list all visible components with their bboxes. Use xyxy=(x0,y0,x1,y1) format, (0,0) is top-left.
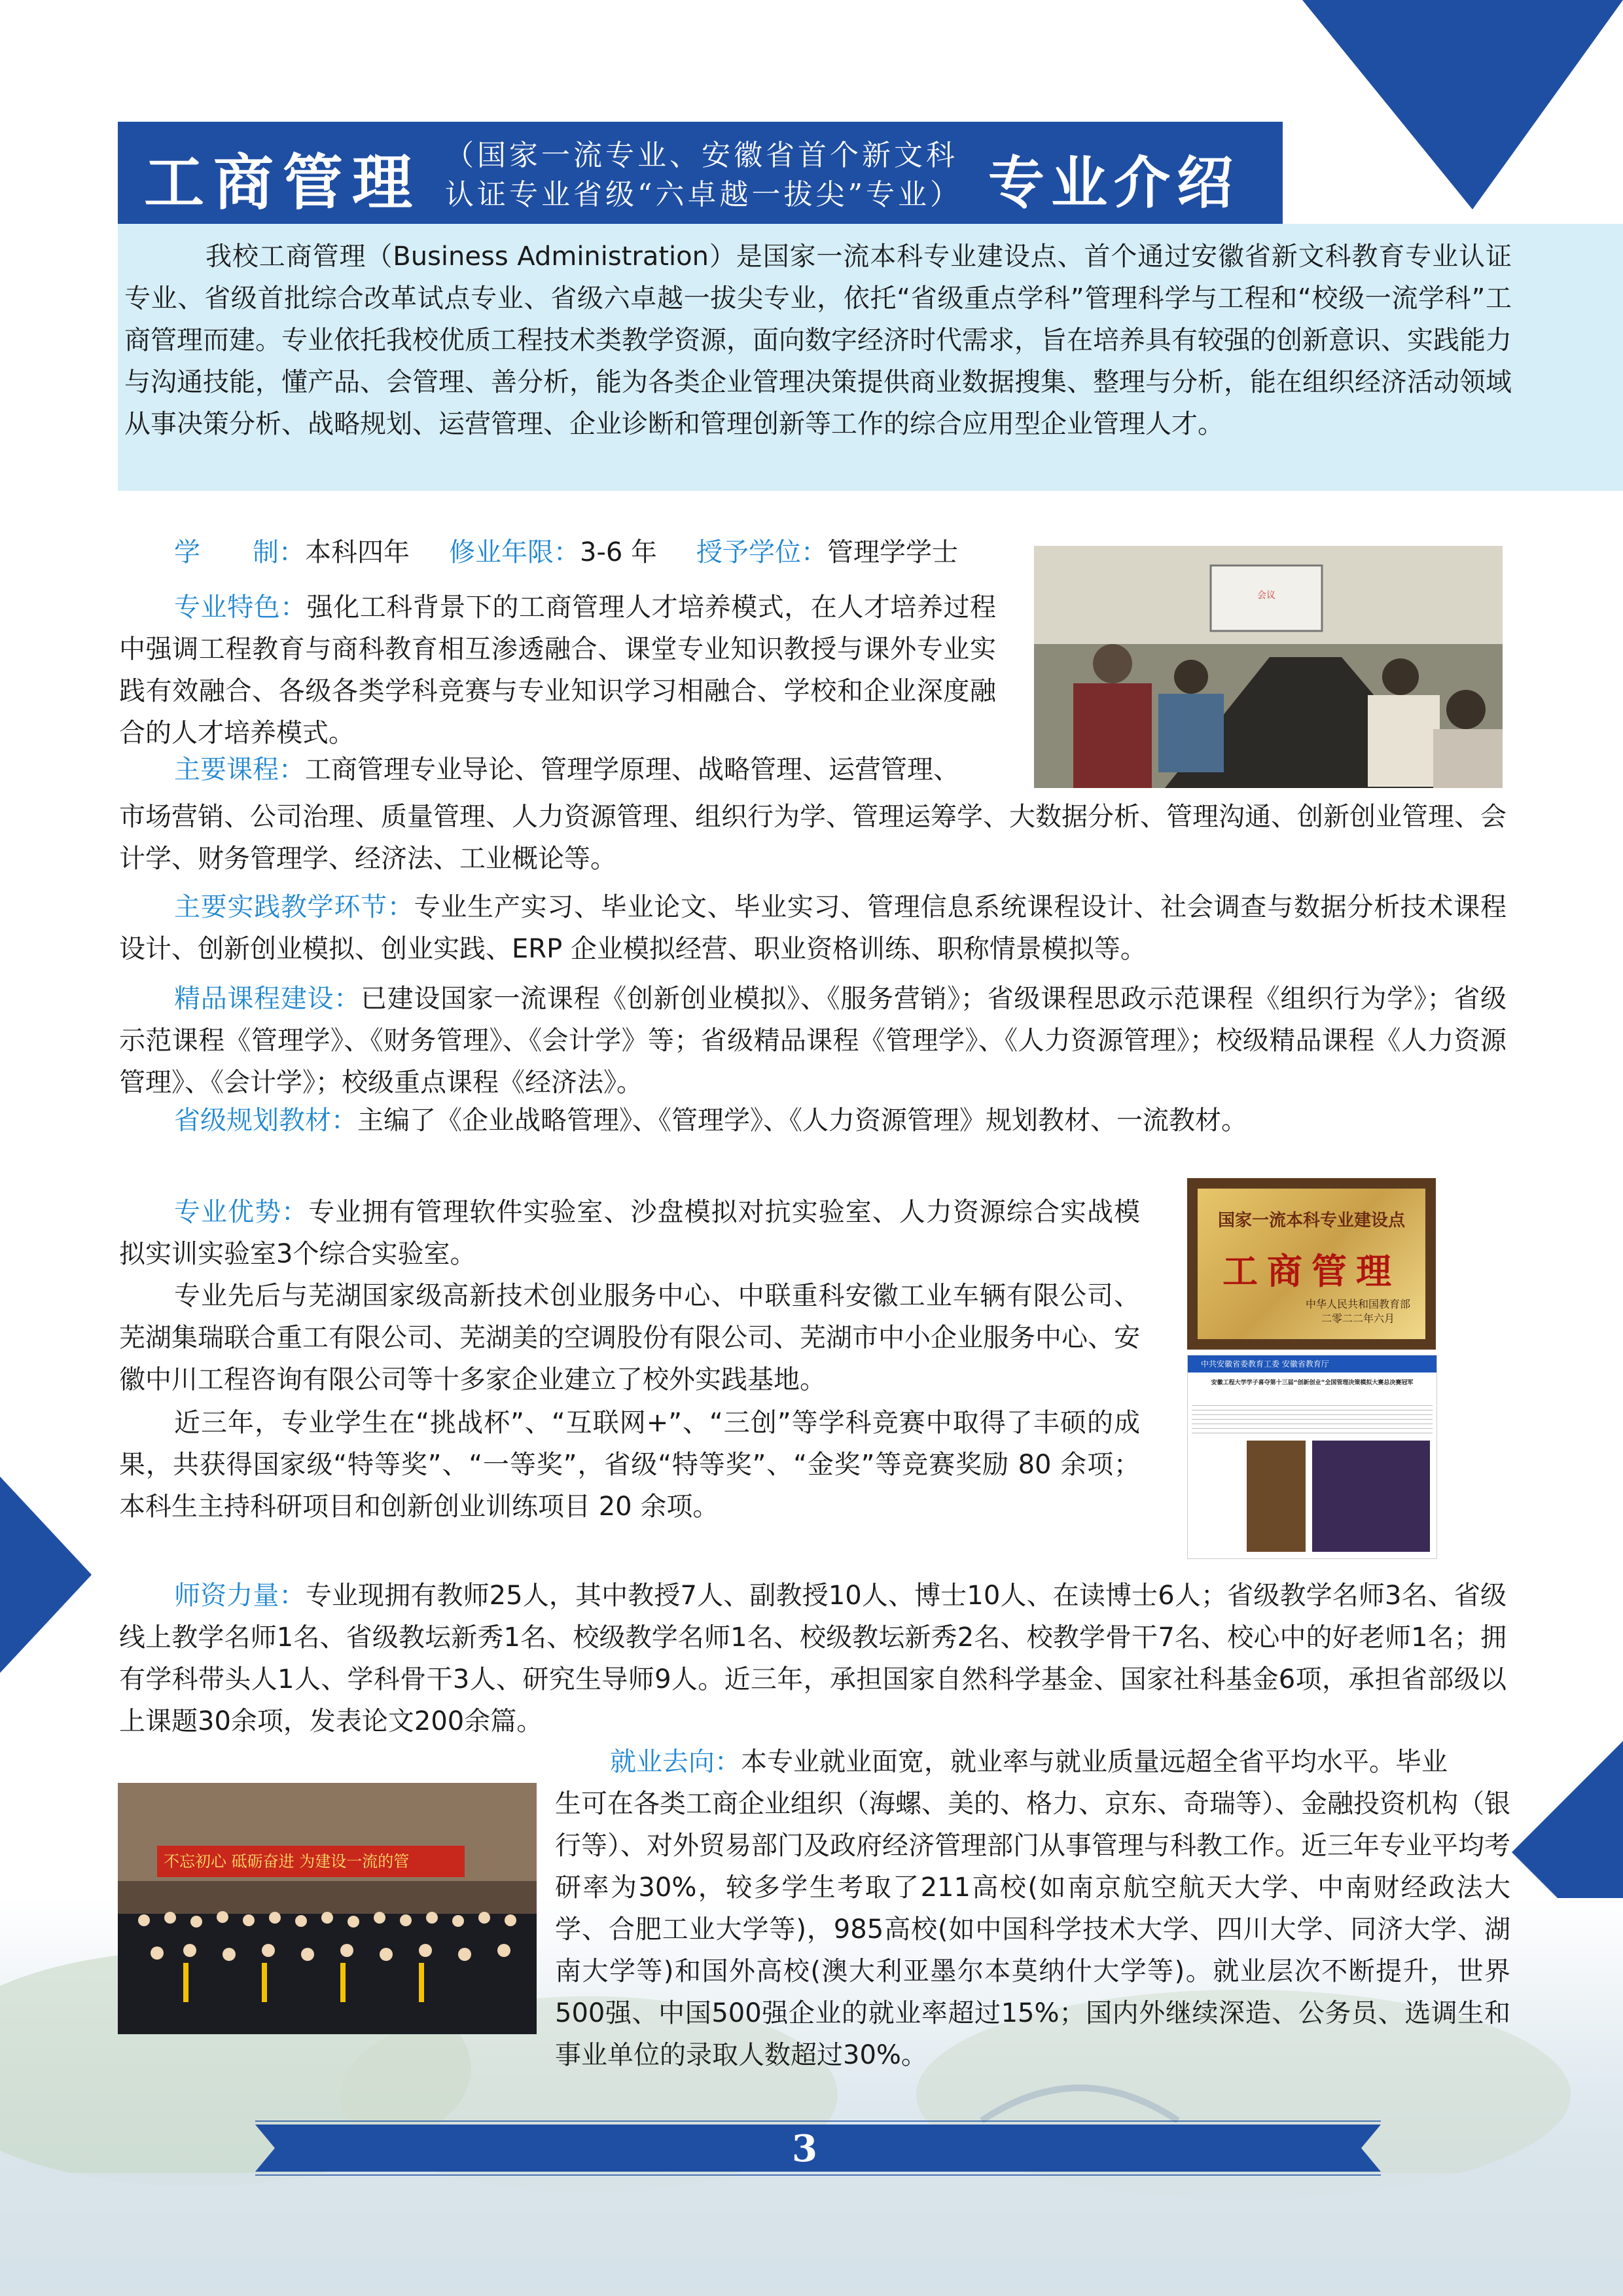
news-headline: 安徽工程大学学子喜夺第十三届“创新创业”全国管理决策模拟大赛总决赛冠军 xyxy=(1211,1380,1414,1386)
news-screenshot-image xyxy=(1187,1355,1437,1559)
corner-triangle-left xyxy=(0,1477,92,1673)
plaque-line1: 国家一流本科专业建设点 xyxy=(1217,1211,1405,1230)
plaque-line2: 工商管理 xyxy=(1222,1250,1400,1292)
practice-paragraph: 主要实践教学环节：专业生产实习、毕业论文、毕业实习、管理信息系统课程设计、社会调查与数据分析技术课程设计、创新创业模拟、创业实践、ERP 企业模拟经营、职业资格训练、职称情景模拟等。 xyxy=(119,892,1507,964)
intro-section xyxy=(118,224,1623,491)
page-number: 3 xyxy=(792,2127,817,2170)
major-subtitle: （国家一流专业、安徽省首个新文科 认证专业省级“六卓越一拔尖”专业） xyxy=(445,139,962,211)
employment-rest: 生可在各类工商企业组织（海螺、美的、格力、京东、奇瑞等）、金融投资机构（银行等）、对外贸易部门及政府经济管理部门从事管理与科教工作。近三年专业平均考研率为30%，较多学生考取了211高校(如南京航空航天大学、中南财经政法大学、合肥工业大学等)，985高校(如中国科学技术大学、四川大学、同济大学、湖南大学等)和国外高校(澳大利亚墨尔本莫纳什大学等)。就业层次不断提升，世界500强、中国500强企业的就业率超过15%；国内外继续深造、公务员、选调生和事业单位的录取人数超过30%。 xyxy=(555,1789,1510,2070)
basics-line: 学 制：本科四年 修业年限：3-6 年 授予学位：管理学学士 xyxy=(174,537,959,567)
svg-text:会议: 会议 xyxy=(1257,590,1275,601)
header-suffix: 专业介绍 xyxy=(988,150,1240,216)
graduation-photo xyxy=(118,1783,537,2034)
advantages-paragraph: 专业优势：专业拥有管理软件实验室、沙盘模拟对抗实验室、人力资源综合实战模拟实训实验室3个综合实验室。 xyxy=(119,1197,1141,1269)
features-paragraph: 专业特色：强化工科背景下的工商管理人才培养模式，在人才培养过程中强调工程教育与商科教育相互渗透融合、课堂专业知识教授与课外专业实践有效融合、各级各类学科竞赛与专业知识学习相融合、学校和企业深度融合的人才培养模式。 xyxy=(119,592,997,748)
corner-triangle-top-right xyxy=(1302,0,1623,209)
major-title: 工商管理 xyxy=(144,147,422,218)
intro-text: 我校工商管理（Business Administration）是国家一流本科专业建设点、首个通过安徽省新文科教育专业认证专业、省级首批综合改革试点专业、省级六卓越一拔尖专业，依托“省级重点学科”管理科学与工程和“校级一流学科”工商管理而建。专业依托我校优质工程技术类教学资源，面向数字经济时代需求，旨在培养具有较强的创新意识、实践能力与沟通技能，懂产品、会管理、善分析，能为各类企业管理决策提供商业数据搜集、整理与分析，能在组织经济活动领域从事决策分析、战略规划、运营管理、企业诊断和管理创新等工作的综合应用型企业管理人才。 xyxy=(124,242,1512,439)
competition-paragraph: 近三年，专业学生在“挑战杯”、“互联网+”、“三创”等学科竞赛中取得了丰硕的成果，共获得国家级“特等奖”、“一等奖”，省级“特等奖”、“金奖”等竞赛奖励 80 余项；本科生主持科研项目和创新创业训练项目 20 余项。 xyxy=(119,1408,1140,1522)
national-plaque-image xyxy=(1187,1178,1436,1350)
plaque-line4: 二零二二年六月 xyxy=(1321,1312,1395,1325)
footer-band xyxy=(255,2121,1381,2176)
textbooks-paragraph: 省级规划教材：主编了《企业战略管理》、《管理学》、《人力资源管理》规划教材、一流教材。 xyxy=(174,1105,1247,1136)
courses-first-line: 主要课程：工商管理专业导论、管理学原理、战略管理、运营管理、 xyxy=(174,755,959,785)
faculty-paragraph: 师资力量：专业现拥有教师25人，其中教授7人、副教授10人、博士10人、在读博士6人；省级教学名师3名、省级线上教学名师1名、省级教坛新秀1名、校级教学名师1名、校级教坛新秀2名、校教学骨干7名、校心中的好老师1名；拥有学科带头人1人、学科骨干3人、研究生导师9人。近三年，承担国家自然科学基金、国家社科基金6项，承担省部级以上课题30余项，发表论文200余篇。 xyxy=(119,1581,1507,1736)
plaque-line3: 中华人民共和国教育部 xyxy=(1305,1298,1410,1310)
news-site-header: 中共安徽省委教育工委 安徽省教育厅 xyxy=(1188,1355,1436,1372)
meeting-photo xyxy=(1034,546,1503,788)
employment-first-line: 就业去向：本专业就业面宽，就业率与就业质量远超全省平均水平。毕业 xyxy=(610,1747,1448,1777)
partners-paragraph: 专业先后与芜湖国家级高新技术创业服务中心、中联重科安徽工业车辆有限公司、芜湖集瑞联合重工有限公司、芜湖美的空调股份有限公司、芜湖市中小企业服务中心、安徽中川工程咨询有限公司等十多家企业建立了校外实践基地。 xyxy=(119,1281,1140,1395)
quality-courses-paragraph: 精品课程建设：已建设国家一流课程《创新创业模拟》、《服务营销》；省级课程思政示范课程《组织行为学》；省级示范课程《管理学》、《财务管理》、《会计学》等；省级精品课程《管理学》、《人力资源管理》；校级精品课程《人力资源管理》、《会计学》；校级重点课程《经济法》。 xyxy=(119,984,1507,1098)
graduation-banner-text: 不忘初心 砥砺奋进 为建设一流的管 xyxy=(164,1852,410,1871)
header-banner xyxy=(118,122,1283,224)
courses-rest: 市场营销、公司治理、质量管理、人力资源管理、组织行为学、管理运筹学、大数据分析、管理沟通、创新创业管理、会计学、财务管理学、经济法、工业概论等。 xyxy=(119,802,1507,874)
